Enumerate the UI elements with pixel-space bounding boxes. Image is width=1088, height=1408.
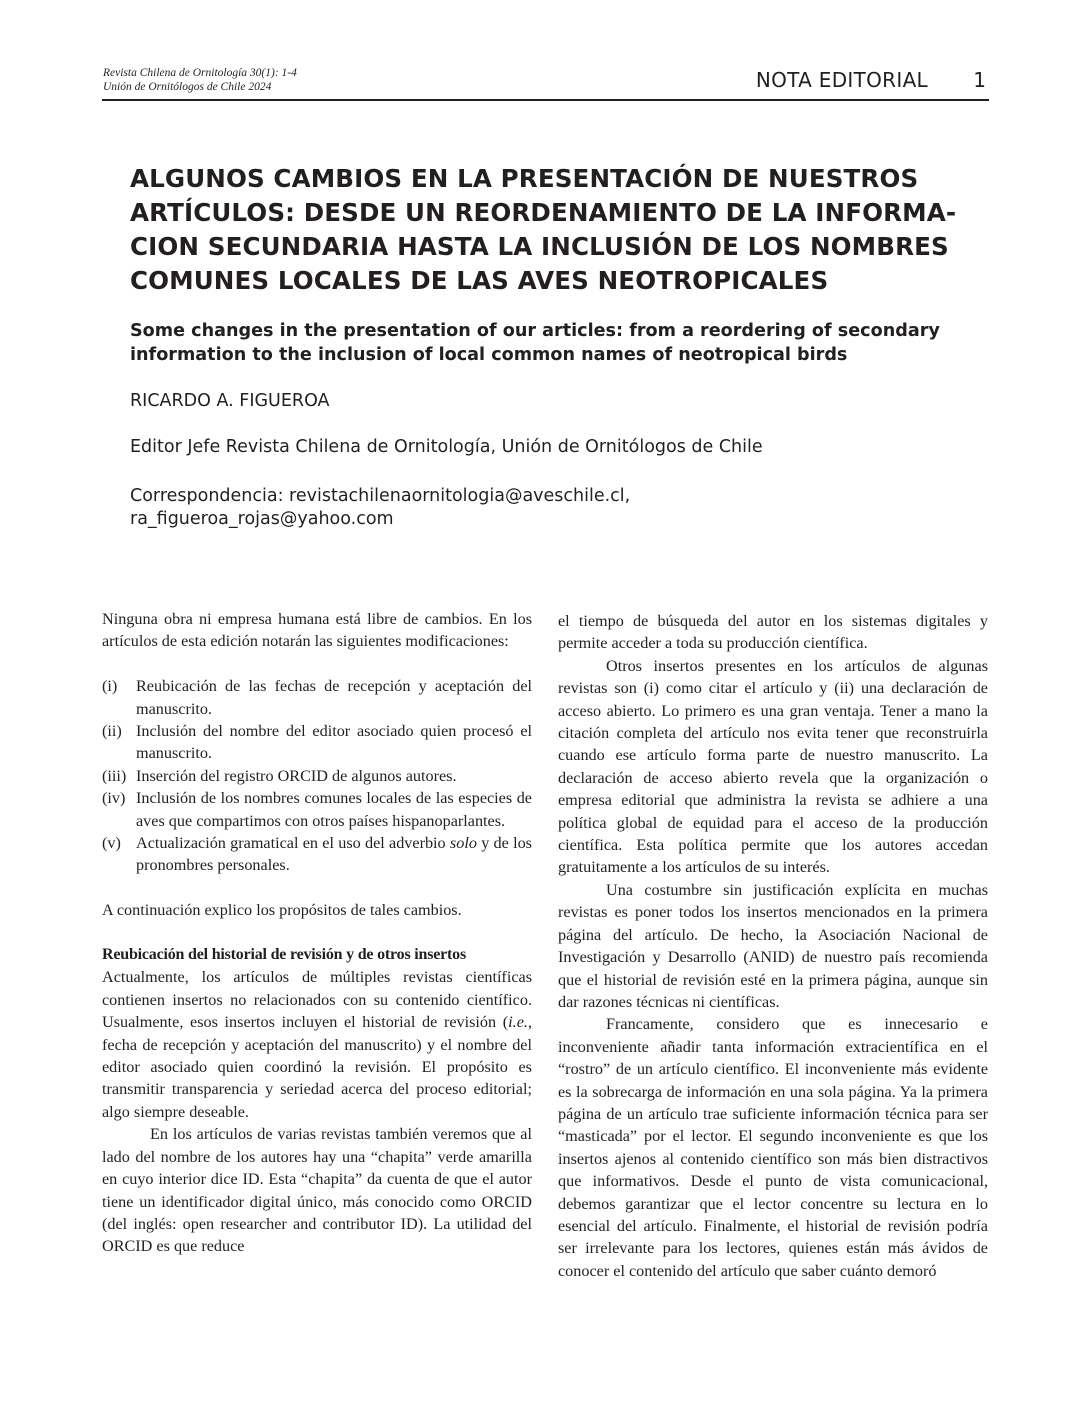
changes-list xyxy=(102,675,532,877)
journal-publisher-line: Unión de Ornitólogos de Chile 2024 xyxy=(103,81,272,93)
explain-paragraph: A continuación explico los propósitos de tales cambios. xyxy=(102,901,462,920)
list-text: Inclusión del nombre del editor asociado quien procesó el manuscrito. xyxy=(136,722,532,763)
title-line: COMUNES LOCALES DE LAS AVES NEOTROPICALES xyxy=(130,266,829,295)
page-number: 1 xyxy=(973,68,986,92)
body-paragraph: Una costumbre sin justificación explícita en muchas revistas es poner todos los insertos mencionados en la primera página del artículo. De hecho, la Asociación Nacional de Investigación y Desarrollo (ANID) de nuestro país recomienda que el historial de revisión esté en la primera página, aunque sin dar razones técnicas ni científicas. xyxy=(558,880,988,1011)
header-rule xyxy=(102,99,989,101)
title-line: ALGUNOS CAMBIOS EN LA PRESENTACIÓN DE NUESTROS xyxy=(130,164,919,193)
right-column xyxy=(558,610,988,1282)
author-affiliation: Editor Jefe Revista Chilena de Ornitología, Unión de Ornitólogos de Chile xyxy=(130,437,763,457)
body-paragraph xyxy=(102,966,532,1123)
list-text: Inserción del registro ORCID de algunos autores. xyxy=(136,766,457,785)
body-text: Actualmente, los artículos de múltiples revistas científicas contienen insertos no relacionados con su contenido científico. Usualmente, esos insertos incluyen el historial de revisión ( xyxy=(102,968,532,1032)
journal-citation-line: Revista Chilena de Ornitología 30(1): 1-4 xyxy=(103,67,297,79)
list-item xyxy=(102,675,532,720)
correspondence-line: Correspondencia: revistachilenaornitologia@aveschile.cl, xyxy=(130,486,631,506)
body-paragraph: Otros insertos presentes en los artículos de algunas revistas son (i) como citar el artículo y (ii) una declaración de acceso abierto. Lo primero es una gran ventaja. Tener a mano la citación completa del artículo nos evita tener que reconstruirla cuando ese artículo forma parte de nuestro manuscrito. La declaración de acceso abierto revela que la organización o empresa editorial que administra la revista se adhiere a una política global de equidad para el acceso de la producción científica. Esta política permite que los autores accedan gratuitamente a los artículos de su interés. xyxy=(558,656,988,877)
body-paragraph: Francamente, considero que es innecesario e inconveniente añadir tanta información extracientífica en el “rostro” de un artículo científico. El inconveniente más evidente es la sobrecarga de información en una sola página. Ya la primera página de un artículo trae suficiente información técnica para ser “masticada” por el lector. El segundo inconveniente es que los insertos ajenos al contenido científico son más bien distractivos que informativos. Desde el punto de vista comunicacional, debemos garantizar que el lector concentre su lectura en lo esencial del artículo. Finalmente, el historial de revisión podría ser irrelevante para los lectores, quienes están más ávidos de conocer el contenido del artículo que saber cuánto demoró xyxy=(558,1015,988,1280)
intro-paragraph: Ninguna obra ni empresa humana está libre de cambios. En los artículos de esta edición notarán las siguientes modificaciones: xyxy=(102,610,532,651)
list-text: Reubicación de las fechas de recepción y aceptación del manuscrito. xyxy=(136,677,532,718)
left-column xyxy=(102,608,532,1258)
title-line: ARTÍCULOS: DESDE UN REORDENAMIENTO DE LA INFORMA- xyxy=(130,198,957,227)
list-text-italic: solo xyxy=(449,834,477,853)
list-text: Actualización gramatical en el uso del adverbio xyxy=(136,834,450,853)
list-item xyxy=(102,765,532,787)
section-heading: Reubicación del historial de revisión y de otros insertos xyxy=(102,946,467,964)
list-number: (i) xyxy=(102,677,118,696)
list-number: (v) xyxy=(102,834,121,853)
correspondence xyxy=(130,485,930,531)
list-number: (iv) xyxy=(102,789,126,808)
article-title xyxy=(130,162,980,298)
body-text: , fecha de recepción y aceptación del manuscrito) y el nombre del editor asociado quien coordinó la revisión. El propósito es transmitir transparencia y seriedad acerca del proceso editorial; algo siempre deseable. xyxy=(102,1013,532,1121)
subtitle-line: Some changes in the presentation of our articles: from a reordering of secondary xyxy=(130,321,940,341)
title-line: CION SECUNDARIA HASTA LA INCLUSIÓN DE LOS NOMBRES xyxy=(130,232,949,261)
author-name: RICARDO A. FIGUEROA xyxy=(130,391,330,411)
english-title xyxy=(130,319,990,367)
subtitle-line: information to the inclusion of local common names of neotropical birds xyxy=(130,345,848,365)
body-paragraph: el tiempo de búsqueda del autor en los sistemas digitales y permite acceder a toda su producción científica. xyxy=(558,612,988,653)
body-paragraph: En los artículos de varias revistas también veremos que al lado del nombre de los autores hay una “chapita” verde amarilla en cuyo interior dice ID. Esta “chapita” da cuenta de que el autor tiene un identificador digital único, más conocido como ORCID (del inglés: open researcher and contributor ID). La utilidad del ORCID es que reduce xyxy=(102,1125,532,1256)
journal-citation xyxy=(103,66,297,94)
list-text: Inclusión de los nombres comunes locales de las especies de aves que compartimos con otros países hispanoparlantes. xyxy=(136,789,532,830)
list-item xyxy=(102,787,532,832)
list-text: y de los pronombres personales. xyxy=(136,834,532,875)
list-number: (ii) xyxy=(102,722,122,741)
list-number: (iii) xyxy=(102,766,127,785)
correspondence-email: ra_figueroa_rojas@yahoo.com xyxy=(130,509,394,529)
list-item xyxy=(102,720,532,765)
section-label: NOTA EDITORIAL xyxy=(755,68,928,92)
body-text-italic: i.e. xyxy=(508,1013,528,1032)
list-item xyxy=(102,832,532,877)
